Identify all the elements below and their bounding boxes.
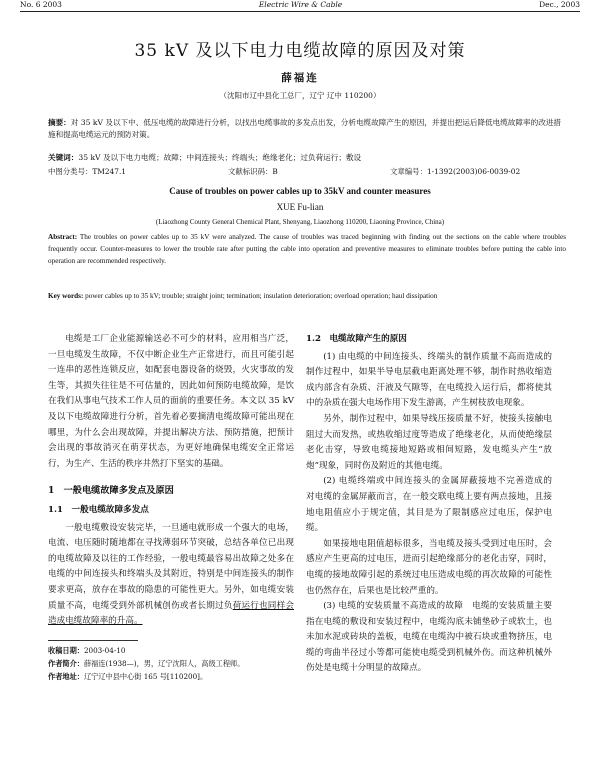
article-number: 文章编号：1-1392(2003)06-0039-02: [390, 167, 521, 176]
abstract-cn-label: 摘要：: [48, 118, 71, 127]
section-1-2-paragraph-1: (1) 由电缆的中间连接头、终端头的制作质量不高而造成的 制作过程中，如果半导电层截电距离处理不够，制作时热收缩造成内部含有杂质、汗液及气隙等，在电缆投入运行后，都将使其中的杂质在强大电场作用下发生游离，产生树枝放电现象。: [306, 351, 561, 409]
clc-number: 中图分类号：TM247.1: [48, 167, 126, 176]
footnote-author: [48, 657, 294, 670]
author-bio: 薛福连(1938—)，男，辽宁沈阳人，高级工程师。: [83, 658, 245, 668]
section-1-1-paragraph: [48, 521, 294, 630]
section-1-1-text-b: 荷运行也同样会造成电缆故障率的升高。: [48, 600, 294, 627]
affiliation-cn: （沈阳市辽中县化工总厂，辽宁 辽中 110200）: [219, 91, 381, 100]
intro-paragraph: 电缆是工厂企业能源输送必不可少的材料，应用相当广泛，一旦电缆发生故障，不仅中断企业生产正常进行，而且可能引起一连串的恶性连锁反应，如配套电器设备的烧毁，火灾事故的发生等，其损失往往是不可估量的，因此如何预防电缆故障，是饮在我们从事电气技术工作人员的面前的重要任务。本文以 35 kV 及以下电缆故障进行分析，首先着必要摘清电缆故障可能出现在哪里，为什么会出现故障，并提出解决方法、预防措施，把预计会出现的事故消灭在萌芽状态，为更好地确保电缆安全正常运行，为生产、生活的秩序井然打下坚实的基础。: [48, 334, 294, 469]
footnote-address: [48, 670, 294, 683]
abstract-cn: [48, 117, 568, 140]
section-1-2-heading: 1.2 电缆故障产生的原因: [306, 334, 407, 344]
footnote-divider: [48, 640, 138, 641]
keywords-en: [48, 290, 566, 302]
abstract-en-label: Abstract:: [48, 233, 78, 241]
journal-name: Electric Wire & Cable: [258, 0, 343, 9]
affiliation-en: (Liaozhong County General Chemical Plant, Shenyang, Liaozhong 110200, Liaoning Province, China): [155, 218, 445, 226]
section-1-1-heading: 1.1 一般电缆故障多发点: [48, 504, 149, 515]
address-label: 作者地址：: [48, 671, 84, 681]
author-bio-label: 作者简介：: [48, 658, 84, 668]
abstract-cn-text: 对 35 kV 及以下中、低压电缆的故障进行分析，以找出电缆事故的多发点出发，分析电缆故障产生的原因，并提出把运后降低电缆故障率的改进措施和提高电缆运元的预防对策。: [48, 118, 561, 139]
keywords-cn: [48, 152, 568, 163]
keywords-en-label: Key words:: [48, 292, 84, 300]
section-1-2-paragraph-4: 如果接地电阻值超标很多，当电缆及接头受到过电压时，会感应产生更高的过电压，进而引起绝缘部分的老化击穿，同时，电缆的接地故障引起的系统过电压造成电缆的再次故障的可能性也仍然存在，后果也是比较严重的。: [306, 538, 552, 596]
received-label: 收稿日期：: [48, 645, 84, 655]
keywords-cn-label: 关键词：: [48, 153, 79, 162]
section-1-heading: 1 一般电缆故障多发点及原因: [48, 485, 174, 497]
author-cn: 薛福连: [281, 72, 319, 84]
body-right-column: [306, 332, 561, 677]
received-date: 2003-04-10: [83, 645, 126, 655]
keywords-cn-text: 35 kV 及以下电力电缆；故障；中间连接头；终端头；绝缘老化；过负荷运行；敷设: [78, 153, 362, 162]
abstract-en-text: The troubles on power cables up to 35 kV were analyzed. The cause of troubles was traced beginning with finding out the sections on the cable where troubles frequently occur. Counter-measures to lower the trouble rate after putting the cable into operation and preventive measures to eliminate troubles before putting the cable into operation are recommended respectively.: [48, 233, 566, 265]
section-1-2-paragraph-3: (2) 电缆终端或中间连接头的金属屏蔽接地不完善造成的 对电缆的金属屏蔽而言，在一般交联电缆上要有两点接地，且接地电阻值应小于规定值，其目是为了限制感应过电压，保护电缆。: [306, 476, 561, 534]
issue-date: Dec., 2003: [539, 0, 580, 9]
paper-title-cn: 35 kV 及以下电力电缆故障的原因及对策: [134, 41, 466, 61]
author-en: XUE Fu-lian: [276, 202, 324, 212]
body-left-column: [48, 332, 294, 683]
section-1-2-paragraph-5: (3) 电缆的安装质量不高造成的故障 电缆的安装质量主要指在电缆的敷设和安装过程中，电缆沟底未铺垫砂子或软土，也未加水泥或砖块的盖板，电缆在电缆沟中被石块或重物挤压，电缆的弯曲半径过小等都可能使电缆受到机械外伤。而这种机械外伤处是电缆十分明显的故障点。: [306, 601, 552, 674]
paper-title-en: Cause of troubles on power cables up to 35kV and counter measures: [169, 186, 431, 196]
classification-row: [48, 166, 568, 177]
section-1-1-text-a: 一般电缆敷设安装完毕，一旦通电就形成一个强大的电场，电流、电压随时随地都在寻找薄弱环节突破，总结各单位已出现的电缆故障及以往的工作经验，一般电缆最容易出故障之处多在电缆的中间连接头和终端头及其附近，特别是中间连接头的制作要求更高，放存在事故的隐患的可能性更大。另外，如电缆安装质量不高，电缆受到外部机械创伤或者长期过负: [48, 522, 294, 611]
abstract-en: [48, 231, 566, 267]
doc-code: 文献标识码：B: [228, 167, 278, 176]
keywords-en-text: power cables up to 35 kV; trouble; straight joint; termination; insulation deterioration; overload operation; haul dissipation: [83, 292, 438, 300]
running-head: [20, 0, 580, 12]
issue-number: No. 6 2003: [20, 0, 62, 9]
section-1-2-paragraph-2: 另外，制作过程中，如果导线压接质量不好，使接头接触电阻过大而发热，或热收缩过度等造成了绝缘老化，从而使绝缘层老化击穿，导致电缆接地短路或相间短路，发电缆头产生“放炮”现象，同时伤及附近的其他电缆。: [306, 413, 552, 471]
author-address: 辽宁辽中县中心街 165 号[110200]。: [83, 671, 208, 681]
footnote-received: [48, 644, 294, 657]
